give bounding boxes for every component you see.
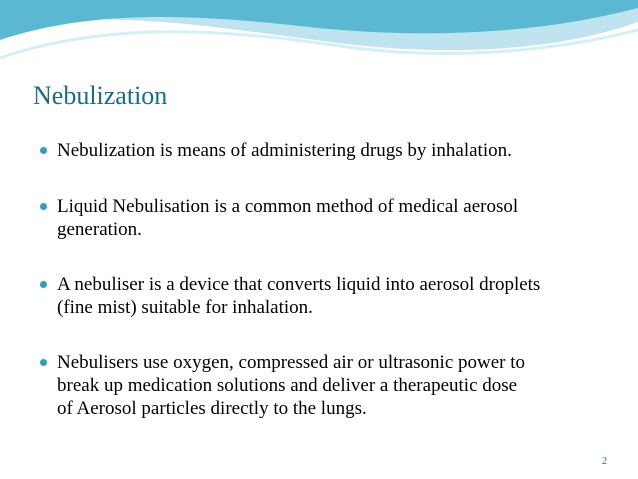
bullet-text-line: Liquid Nebulisation is a common method of medical aerosol	[57, 196, 519, 217]
bullet-dot-icon	[40, 281, 47, 288]
bullet-text-line: of Aerosol particles directly to the lungs.	[57, 398, 367, 419]
header-wave-decoration	[0, 0, 638, 75]
bullet-dot-icon	[40, 359, 47, 366]
bullet-text-line: A nebuliser is a device that converts liquid into aerosol droplets	[57, 274, 541, 295]
page-number: 2	[602, 456, 607, 467]
bullet-dot-icon	[40, 147, 47, 154]
bullet-text-line: (fine mist) suitable for inhalation.	[57, 297, 313, 318]
bullet-dot-icon	[40, 203, 47, 210]
bullet-text-line: break up medication solutions and deliver a therapeutic dose	[57, 375, 518, 396]
bullet-text-line: generation.	[57, 219, 142, 240]
bullet-item	[40, 273, 608, 319]
bullet-text-line: Nebulization is means of administering drugs by inhalation.	[57, 140, 512, 161]
bullet-item	[40, 139, 608, 162]
bullet-item	[40, 195, 608, 241]
slide-title: Nebulization	[33, 81, 168, 110]
bullet-text-line: Nebulisers use oxygen, compressed air or ultrasonic power to	[57, 352, 526, 373]
bullet-item	[40, 351, 608, 420]
